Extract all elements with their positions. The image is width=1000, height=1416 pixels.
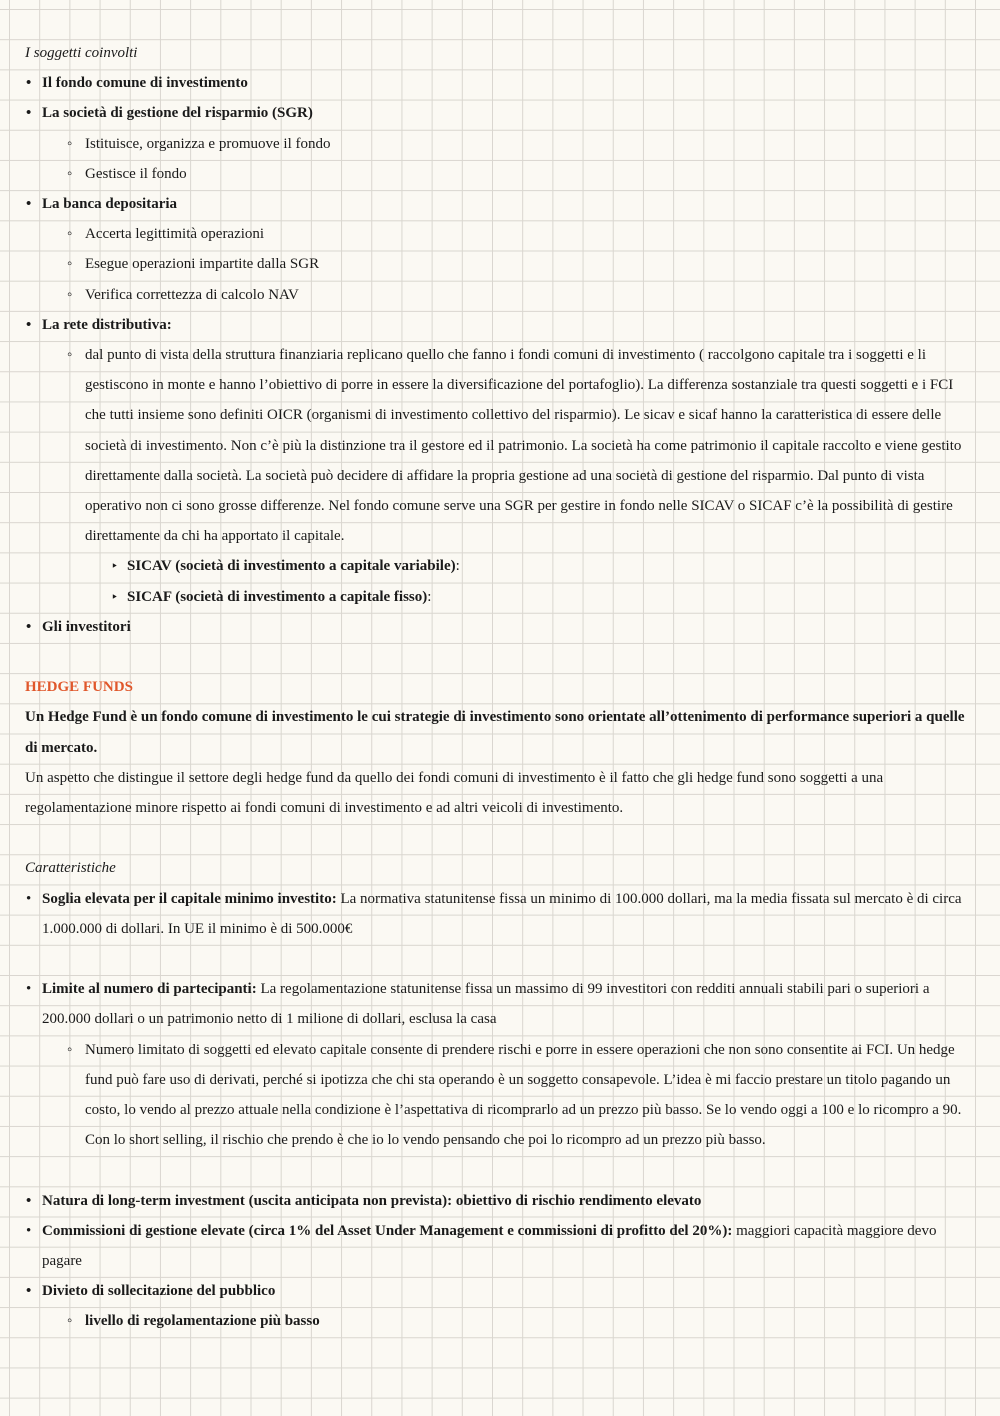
list-item-commissioni	[25, 1216, 975, 1276]
sub-item-banca-1: ◦ Accerta legittimità operazioni	[25, 219, 975, 249]
section-heading-caratteristiche: Caratteristiche	[25, 860, 116, 877]
limite-text: La regolamentazione statunitense fissa un massimo di 99 investitori con redditi annuali stabili pari o superiori a 200.000 dollari o un patrimonio netto di 1 milione di dollari, esclusa la casa	[42, 981, 930, 1028]
spacer	[25, 1155, 975, 1185]
sub-sub-item-sicav	[25, 551, 975, 581]
list-item-sgr: • La società di gestione del risparmio (SGR)	[25, 98, 975, 128]
list-item-natura: • Natura di long-term investment (uscita anticipata non prevista): obiettivo di rischio rendimento elevato	[25, 1186, 975, 1216]
caratteristiche-list-3	[25, 1186, 975, 1337]
soggetti-list	[25, 68, 975, 642]
sub-item-banca-3: ◦ Verifica correttezza di calcolo NAV	[25, 280, 975, 310]
sub-sub-item-sicaf	[25, 582, 975, 612]
hedge-funds-description: Un aspetto che distingue il settore degli hedge fund da quello dei fondi comuni di investimento è il fatto che gli hedge fund sono soggetti a una regolamentazione minore rispetto ai fondi comuni di investimento e ad altri veicoli di investimento.	[25, 769, 884, 817]
sicav-label: SICAV (società di investimento a capitale variabile)	[127, 558, 456, 575]
list-item-soglia	[25, 884, 975, 944]
caratteristiche-list-1	[25, 884, 975, 944]
sub-item-rete-paragraph: ◦ dal punto di vista della struttura finanziaria replicano quello che fanno i fondi comuni di investimento ( raccolgono capitale tra i soggetti e li gestiscono in monte e hanno l’obiettivo di porre in essere la diversificazione del portafoglio). La differenza sostanziale tra questi soggetti e i FCI che tutti insieme sono definiti OICR (organismi di investimento collettivo del risparmio). Le sicav e sicaf hanno la caratteristica di essere delle società di investimento. Non c’è più la distinzione tra il gestore ed il patrimonio. La società ha come patrimonio il capitale raccolto e viene gestito direttamente dalla società. La società può decidere di affidare la propria gestione ad una società di gestione del risparmio. Dal punto di vista operativo non ci sono grosse differenze. Nel fondo comune serve una SGR per gestire in fondo nelle SICAV o SICAF c’è la possibilità di gestire direttamente da chi ha apportato il capitale.	[25, 340, 975, 551]
section-heading-soggetti: I soggetti coinvolti	[25, 45, 138, 61]
sub-item-banca-2: ◦ Esegue operazioni impartite dalla SGR	[25, 249, 975, 279]
sicaf-label: SICAF (società di investimento a capitale fisso)	[127, 588, 428, 605]
spacer	[25, 823, 975, 853]
list-item-banca: • La banca depositaria	[25, 189, 975, 219]
list-item-limite	[25, 974, 975, 1034]
sicaf-colon: :	[427, 588, 432, 605]
list-item-rete: • La rete distributiva:	[25, 310, 975, 340]
sub-item-sgr-1: ◦ Istituisce, organizza e promuove il fondo	[25, 129, 975, 159]
sicav-colon: :	[455, 558, 460, 575]
commissioni-label: Commissioni di gestione elevate (circa 1% del Asset Under Management e commissioni di profitto del 20%):	[42, 1222, 733, 1239]
list-item-investitori: • Gli investitori	[25, 612, 975, 642]
list-item-fondo: • Il fondo comune di investimento	[25, 68, 975, 98]
sub-item-limite: ◦ Numero limitato di soggetti ed elevato capitale consente di prendere rischi e porre in essere operazioni che non sono consentite ai FCI. Un hedge fund può fare uso di derivati, perché si ipotizza che chi sta operando è un soggetto consapevole. L’idea è mi faccio prestare un titolo pagando un costo, lo vendo al prezzo attuale nella condizione è l’aspettativa di ricomprarlo ad un prezzo più basso. Se lo vendo oggi a 100 e lo ricompro a 90. Con lo short selling, il rischio che prendo è che io lo vendo pensando che poi lo ricompro ad un prezzo più basso.	[25, 1035, 975, 1156]
spacer	[25, 642, 975, 672]
spacer	[25, 944, 975, 974]
soglia-text: La normativa statunitense fissa un minimo di 100.000 dollari, ma la media fissata sul mercato è di circa 1.000.000 di dollari. In UE il minimo è di 500.000€	[42, 890, 962, 937]
sub-item-sgr-2: ◦ Gestisce il fondo	[25, 159, 975, 189]
hedge-funds-definition: Un Hedge Fund è un fondo comune di investimento le cui strategie di investimento sono orientate all’ottenimento di performance superiori a quelle di mercato.	[25, 709, 965, 756]
limite-label: Limite al numero di partecipanti:	[42, 981, 257, 998]
sub-item-divieto: ◦ livello di regolamentazione più basso	[25, 1306, 975, 1336]
commissioni-text: maggiori capacità maggiore devo pagare	[42, 1222, 937, 1270]
list-item-divieto: • Divieto di sollecitazione del pubblico	[25, 1276, 975, 1306]
soglia-label: Soglia elevata per il capitale minimo investito:	[42, 890, 337, 907]
hedge-funds-title: HEDGE FUNDS	[25, 679, 133, 696]
caratteristiche-list-2	[25, 974, 975, 1155]
